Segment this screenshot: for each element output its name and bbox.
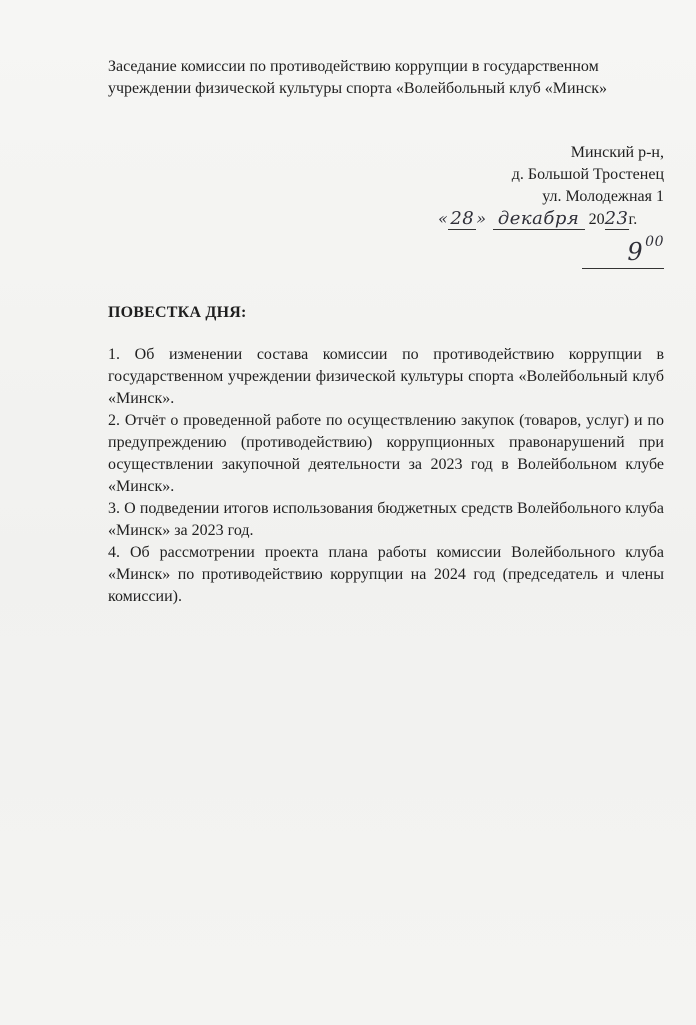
agenda-list [108,344,664,608]
date-close-quote: » [476,209,487,228]
agenda-item: 2. Отчёт о проведенной работе по осуществлению закупок (товаров, услуг) и по предупреждению (противодействию) коррупционных правонарушений при осуществлении закупочной деятельности за 2023 год в Волейбольном клубе «Минск». [108,412,664,495]
agenda-item: 4. Об рассмотрении проекта плана работы комиссии Волейбольного клуба «Минск» по противодействию коррупции на 2024 год (председатель и члены комиссии). [108,544,664,605]
date-day: 28 [448,209,476,230]
agenda-title: ПОВЕСТКА ДНЯ: [108,304,247,321]
date-year-prefix: 20 [588,211,605,228]
meeting-place [452,142,664,208]
date-open-quote: « [438,209,449,228]
date-year-suffix: 23 [604,208,629,229]
header-line-1: Заседание комиссии по противодействию коррупции в государственном [108,58,599,75]
place-district: Минский р-н, [570,144,664,161]
agenda-item: 3. О подведении итогов использования бюджетных средств Волейбольного клуба «Минск» за 2023 год. [108,500,664,539]
place-village: д. Большой Тростенец [511,166,664,183]
meeting-time [582,234,664,269]
meeting-date [438,208,666,236]
header-line-2: учреждении физической культуры спорта «Волейбольный клуб «Минск» [108,80,608,97]
agenda-item: 1. Об изменении состава комиссии по противодействию коррупции в государственном учреждении физической культуры спорта «Волейбольный клуб «Минск». [108,346,664,407]
date-month: декабря [493,209,585,230]
time-hour: 9 [627,238,644,266]
document-header [108,56,668,100]
time-minutes: 00 [645,234,664,250]
place-street: ул. Молодежная 1 [542,188,664,205]
date-year-letter: г. [628,211,638,228]
